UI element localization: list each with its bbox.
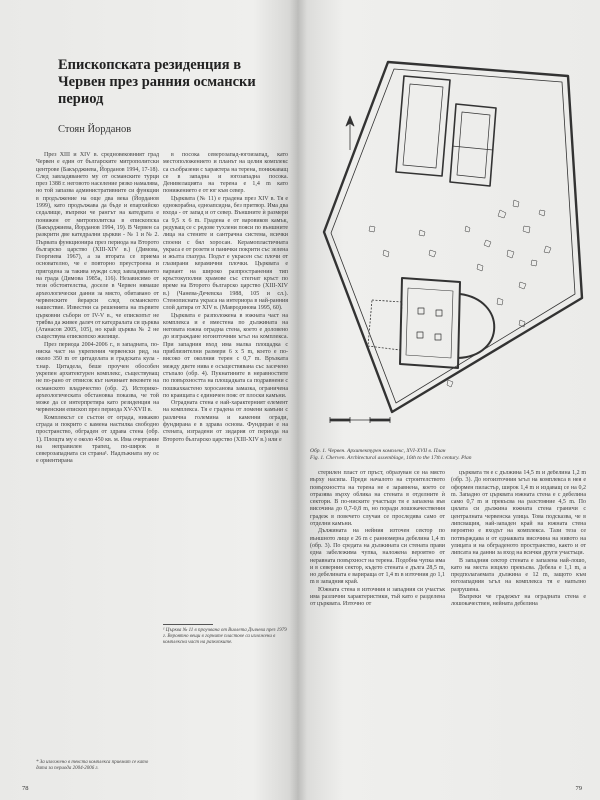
paragraph: Дължината на нейния източен сектор по външното лице е 26 m с ранномерна дебелина 1,4 m (обр. 3). По средата на дължината си стената прави една забележима чупка, наложена вероятно от неравната повърхност на терена. Подобна чупка има и в северния сектор, където стената е дълга 28,5 m, но дебелината е варираща от 1,4 m в източния до 1,1 m в западния край. <box>310 528 445 586</box>
caption-bulgarian: Обр. 1. Червен. Архитектурен комплекс, ХVI-ХVII в. План <box>310 448 446 454</box>
article-title: Епископската резиденция в Червен през ранния османски период <box>58 57 256 107</box>
right-column-2 <box>451 470 586 782</box>
paragraph: в посока северозапад-югоизапад, като местоположението и планът на целия комплекс са съобразени с характера на терена, понижаващ се в западна и югозападна посока. Денивелацията на терена е 1,4 m като понижението е от юг към север. <box>163 152 288 195</box>
plan-caption <box>310 448 588 461</box>
page-number: 79 <box>575 785 582 792</box>
pillar <box>418 308 424 314</box>
building-room-inner <box>457 112 490 178</box>
left-column-1 <box>36 152 159 752</box>
church-apse <box>458 294 494 358</box>
paragraph: Църквата е разположена в южната част на комплекса и е вместена по дължината на неговата южна оградна стена, което е доловено до изграждане югоизточния ъгъл на комплекса. При западния вход има малка площадка с приблизителни размери 6 х 5 m, което е по-високо от околния терен с 0,7 m. Връзката между двете нива е осъществявана със засечено стъпало (обр. 4). Пукнатините в неравностите по повърхността на площадката са подравнени с пошкахкастено хоросанова замазка, ограничена по краищата с единичен пояс от плоски камъни. <box>163 312 288 399</box>
paragraph: Оградната стена е най-характерният елемент на комплекса. Тя е градена от ломени камъни с различна големина и каменни огради, фундирана е в здрава основа. Фундиран е на стената, изградени от зидария от периода на Второто българско царство (ХIII-ХIV в.) или е <box>163 400 288 443</box>
footnote: * За изложено в текста комплекса приемат се като дата за периода 2004-2006 г. <box>36 760 149 771</box>
paragraph: стерилен пласт от пръст, образуван се на място върху насипа. Преди началото на строителството повърхността на терена не е заравнена, което се отразява върху облика на стената в отделните ѝ сектори. В по-ниските участъци тя е запазена във височина до 0,7-0,8 m, но поради лошокачествения градеж в повечето случаи се проследява само от отделни камъни. <box>310 470 445 528</box>
north-arrow <box>346 116 354 150</box>
paragraph: Църквата (№ 11) е градена през ХIV в. Тя е еднокорабна, едноапсидна, без притвор. Има два входа - от запад и от север. Външните ѝ размери са 9,5 х 6 m. Градена е от варовиков камък, редуващ се с редове тухлени пояси по външните лица на стените и сантрачна система, всички споени с бял хоросан. Керамопластичната украса е от розети и панички покрити със зелена и жълта глазура. Подът е украсен със плочи от глазирани керамични плочки. Църквата е вариант на широко разпространения тип кръстокуполни храмове със стегнат кръст по време на Второто българско царство (ХIII-ХIV в.) (Чанева-Дечевска 1988, 105 и сл.). Стенописната украса на интериора в най-ранния слой датира от ХIV в. (Мавродинова 1995, 60). <box>163 195 288 312</box>
left-column-2 <box>163 152 288 614</box>
paragraph: църквата тя е с дължина 14,5 m и дебелина 1,2 m (обр. 3). До югоизточния ъгъл на комплекса в нея е оформен пиластър, широк 1,4 m и издаващ се на 0,2 m. Западно от църквата южната стена е с дебелина само 0,7 m и прекъсва на разстояние 4,5 m. По цялата си дължина южната стена граничи с централната червенска улица. Това подсказва, че в липсващия, най-западен край на южната стена вероятно е входът на комплекса. Тази теза се потвърждава и от еднаквата височина на нивото на улицата и на обграденото пространство, както и от липсата на данни за вход на всички други участъци. <box>451 470 586 557</box>
paragraph: Южната стена в източния и западния си участък има различни характеристики, тъй като е разделена от църквата. Източно от <box>310 586 445 608</box>
caption-english: Fig. 1. Cherven. Architectural assemblage, 16th to the 17th century. Plan <box>310 454 472 461</box>
paragraph: В западния сектор стената е запазена най-лошо, като на места изцяло прекъсва. Дебела е 1,1 m, а предполагаемата дължина е 12 m, защото към югозападния ъгъл на комплекса тя е напълно разрушена. <box>451 557 586 593</box>
pillar <box>436 310 442 316</box>
footnote: ¹ Църква № 11 в проучвана от Виолета Дълчева през 1979 г. Вероятно вещи в горните пластове са изложени в комплексна част на разкопките. <box>163 628 287 645</box>
pillar <box>417 332 423 338</box>
church-inner <box>406 288 453 358</box>
paragraph: През периода 2004-2006 г., в западната, по-ниска част на укрепения червенски рид, на около 350 m от цитаделата и градската кула - т.нар. Цитадела, беше проучен обособен укрепен архитектурен комплекс, съществуващ не по-рано от отвисок кът начинает вековете на османското владичество (обр. 2). Историко-археологическата обстановка показва, че той може да се интерпретира като резиденция на червенския епископ през периода ХV-ХVII в. <box>36 341 159 414</box>
paragraph: Въпреки че градежът на оградната стена е лошокачествен, нейната дебелина <box>451 594 586 608</box>
enclosure-wall <box>324 62 582 412</box>
right-page <box>298 0 600 800</box>
right-column-1 <box>310 470 445 782</box>
left-page <box>0 0 298 800</box>
scale-bar <box>330 417 390 423</box>
pillar <box>435 334 441 340</box>
article-author: Стоян Йорданов <box>58 124 132 135</box>
page-number: 78 <box>22 785 29 792</box>
building-room-divider <box>452 146 493 150</box>
footnote-separator <box>163 624 213 625</box>
architectural-plan <box>310 50 588 442</box>
building-north-inner <box>403 84 443 168</box>
paragraph: През ХIII и ХIV в. средновековният град Червен е един от българските митрополитски центрове (Бакърджиева, Йорданов 1994, 17-18). След завладяването му от османските турци през 1388 г. неговото население рязко намалява, но той запазва административните си функции в продължение на още два века (Йорданов 1999), като продължава да бъде и епархийско седалище, въпреки че рангът на катедрата е понижен от митрополитска в епископска (Бакърджиева, Йорданов 1994, 19). В Червен са разкрити две катедрални църкви - № 1 и № 2. Първата функционира през периода на Второто българско царство (ХIII-ХIV в.) (Димова, Георгиева 1967), а за втората се приема основателно, че е повторно преустроена и пригодена за такива нужди след завладяването на града (Димова 1985а, 116). Независимо от тези обстоятелства, доселе в Червен нямаше археологически данни за място, обитавано от червенските йерарси след османското нашествие. Известни са решенията на първите църковни събори от IV-V в., че епископът не трябва да живее далеч от катедралата си църква (Атанасов 2005, 105), но край църква № 2 не съществува епископско жилище. <box>36 152 159 341</box>
paragraph: Комплексът се състои от ограда, никакво сграда и покрито с камена настилка свободно пространство, обграден от здрава стена (обр. 1). Площта му е около 450 кв. м. Има очертание на неправилен трапец, по-широк в северозападната си страна¹. Надлъжната му ос е ориентирана <box>36 414 159 465</box>
building-north <box>396 76 450 176</box>
